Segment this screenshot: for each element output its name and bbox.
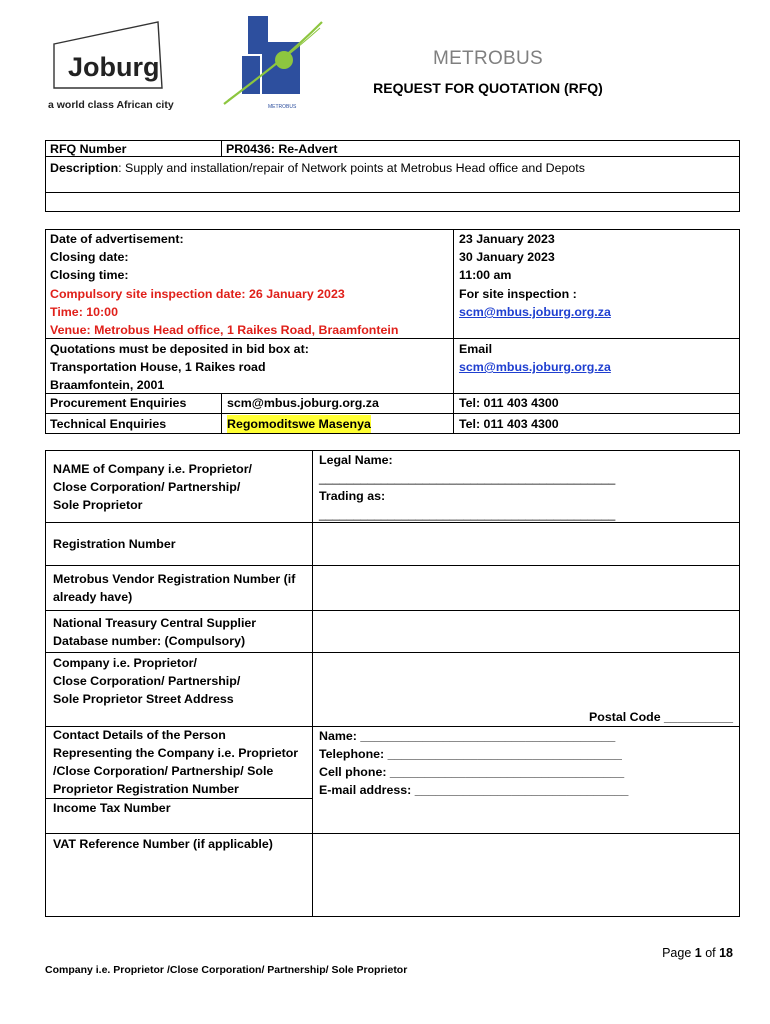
- inspection-time: Time: 10:00: [50, 305, 118, 319]
- income-tax-label: Income Tax Number: [53, 801, 171, 815]
- registration-number-label: Registration Number: [53, 537, 176, 551]
- contact-person-label-2: Representing the Company i.e. Proprietor: [53, 746, 299, 760]
- page-total: 18: [719, 946, 733, 960]
- csd-number-label-2: Database number: (Compulsory): [53, 634, 246, 648]
- rfq-description: [50, 159, 585, 177]
- page-number: [600, 946, 733, 960]
- street-address-label-1: Company i.e. Proprietor/: [53, 656, 197, 670]
- closing-time-label: Closing time:: [50, 268, 129, 282]
- company-name-label-3: Sole Proprietor: [53, 498, 143, 512]
- legal-name-field[interactable]: ___________________________________________: [319, 471, 616, 485]
- trading-as-field[interactable]: ___________________________________________: [319, 507, 616, 521]
- vat-reference-label: VAT Reference Number (if applicable): [53, 837, 273, 851]
- csd-number-label-1: National Treasury Central Supplier: [53, 616, 257, 630]
- procurement-enquiries-label: Procurement Enquiries: [50, 396, 187, 410]
- page-separator: of: [701, 946, 720, 960]
- contact-email-field[interactable]: E-mail address: _______________________________: [319, 783, 629, 797]
- procurement-email: scm@mbus.joburg.org.za: [227, 396, 379, 410]
- rfq-row-divider: [45, 156, 740, 157]
- contact-person-label-3: /Close Corporation/ Partnership/ Sole: [53, 764, 274, 778]
- page-current: 1: [694, 946, 702, 960]
- procurement-tel: Tel: 011 403 4300: [459, 396, 559, 410]
- joburg-wordmark: Joburg: [68, 52, 160, 82]
- rfq-number-label: RFQ Number: [50, 142, 127, 156]
- advert-date-label: Date of advertisement:: [50, 232, 184, 246]
- company-row-divider: [45, 610, 740, 611]
- deposit-line-3: Braamfontein, 2001: [50, 378, 165, 392]
- document-title: METROBUS: [432, 48, 544, 69]
- metrobus-logo-text: METROBUS: [268, 104, 297, 110]
- deposit-email-link[interactable]: scm@mbus.joburg.org.za: [459, 360, 611, 374]
- closing-date-value: 30 January 2023: [459, 250, 555, 264]
- footer-text: Company i.e. Proprietor /Close Corporation/ Partnership/ Sole Proprietor: [45, 964, 408, 976]
- rfq-row-divider: [45, 192, 740, 193]
- deposit-email-label: Email: [459, 342, 493, 356]
- postal-code-field[interactable]: Postal Code __________: [589, 710, 733, 724]
- joburg-tagline: a world class African city: [48, 99, 174, 111]
- contact-name-field[interactable]: Name: _____________________________________: [319, 729, 616, 743]
- company-row-divider: [45, 652, 740, 653]
- rfq-description-label: Description: [50, 161, 119, 175]
- rfq-number-value: PR0436: Re-Advert: [226, 142, 338, 156]
- schedule-col-divider: [453, 229, 454, 434]
- document-subtitle: REQUEST FOR QUOTATION (RFQ): [373, 80, 603, 96]
- contact-person-label-1: Contact Details of the Person: [53, 728, 226, 742]
- technical-enquiries-label: Technical Enquiries: [50, 417, 167, 431]
- metrobus-logo: [222, 12, 326, 110]
- closing-date-label: Closing date:: [50, 250, 129, 264]
- deposit-line-2: Transportation House, 1 Raikes road: [50, 360, 266, 374]
- trading-as-label: Trading as:: [319, 489, 386, 503]
- company-name-label-2: Close Corporation/ Partnership/: [53, 480, 241, 494]
- company-row-divider: [45, 833, 740, 834]
- vendor-registration-label-2: already have): [53, 590, 133, 604]
- inspection-contact-label: For site inspection :: [459, 287, 577, 301]
- joburg-logo: [40, 16, 220, 112]
- page-prefix: Page: [662, 946, 695, 960]
- contact-person-label-4: Proprietor Registration Number: [53, 782, 239, 796]
- closing-time-value: 11:00 am: [459, 268, 512, 282]
- inspection-contact-email-link[interactable]: scm@mbus.joburg.org.za: [459, 305, 611, 319]
- company-name-label-1: NAME of Company i.e. Proprietor/: [53, 462, 252, 476]
- inspection-date: Compulsory site inspection date: 26 January 2023: [50, 287, 345, 301]
- contact-telephone-field[interactable]: Telephone: __________________________________: [319, 747, 622, 761]
- street-address-label-3: Sole Proprietor Street Address: [53, 692, 234, 706]
- deposit-line-1: Quotations must be deposited in bid box at:: [50, 342, 309, 356]
- street-address-label-2: Close Corporation/ Partnership/: [53, 674, 241, 688]
- rfq-col-divider: [221, 140, 222, 156]
- schedule-row-divider: [45, 413, 740, 414]
- technical-tel: Tel: 011 403 4300: [459, 417, 559, 431]
- legal-name-label: Legal Name:: [319, 453, 393, 467]
- rfq-description-value: : Supply and installation/repair of Network points at Metrobus Head office and Depots: [118, 161, 585, 175]
- inspection-venue: Venue: Metrobus Head office, 1 Raikes Road, Braamfontein: [50, 323, 399, 337]
- company-col-divider: [312, 450, 313, 917]
- advert-date-value: 23 January 2023: [459, 232, 555, 246]
- company-row-divider: [45, 565, 740, 566]
- schedule-col-divider: [221, 393, 222, 434]
- vendor-registration-label-1: Metrobus Vendor Registration Number (if: [53, 572, 296, 586]
- contact-cellphone-field[interactable]: Cell phone: __________________________________: [319, 765, 625, 779]
- technical-contact-name: Regomoditswe Masenya: [227, 417, 371, 431]
